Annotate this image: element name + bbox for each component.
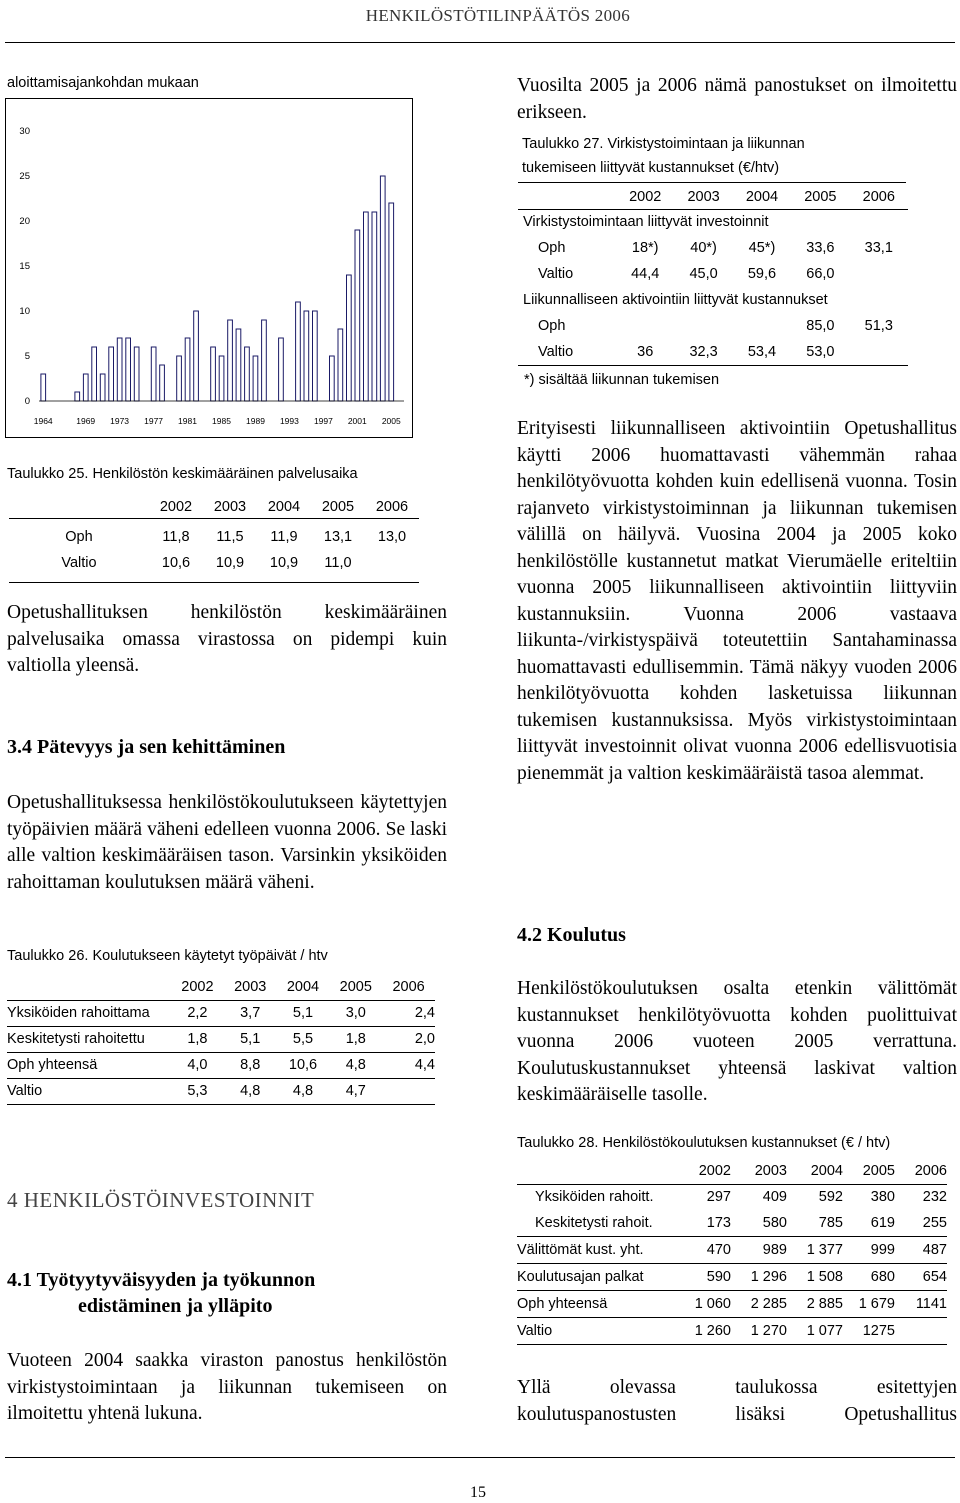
row-label: Oph (65, 529, 93, 545)
year-header: 2006 (862, 188, 895, 205)
row-label: Valtio (7, 1083, 43, 1099)
chart-frame (5, 98, 413, 438)
table-header-row (7, 974, 435, 1000)
cell: 4,7 (345, 1083, 366, 1099)
chart-bar (126, 338, 131, 401)
paragraph: Yllä olevassa taulukossa esitettyjen koulutuspanostusten lisäksi Opetushallitus (517, 1377, 957, 1425)
cell: 785 (818, 1214, 843, 1231)
chart-bar (296, 302, 301, 401)
year-header: 2003 (754, 1163, 787, 1180)
cell: 44,4 (631, 266, 660, 282)
chart-bar (245, 347, 250, 401)
cell: 53,0 (806, 343, 835, 360)
paragraph: Opetushallituksessa henkilöstökoulutukseen käytettyjen työpäivien määrä väheni edelleen vuonna 2006. Se laski alle valtion keskimääräisen tason. Varsinkin yksiköiden rahoittaman koulutuksen määrä väheni. (7, 792, 447, 893)
year-header: 2002 (698, 1163, 731, 1180)
year-header: 2002 (159, 498, 193, 515)
x-tick-label: 2001 (347, 416, 367, 426)
table-row (7, 1026, 435, 1052)
cell: 11,9 (270, 529, 298, 545)
table-caption: Taulukko 28. Henkilöstökoulutuksen kustannukset (€ / htv) (517, 1135, 891, 1151)
row-label: Oph yhteensä (7, 1057, 98, 1073)
table-section-row (518, 287, 908, 313)
cell: 5,3 (187, 1083, 208, 1099)
chart-bar (338, 329, 343, 401)
year-header: 2003 (213, 498, 247, 515)
cell: 8,8 (240, 1057, 261, 1073)
chart-bar (151, 347, 156, 401)
year-header: 2005 (804, 188, 837, 205)
bar-chart (6, 99, 412, 437)
cell: 13,0 (377, 529, 407, 545)
cell: 1,8 (187, 1031, 208, 1047)
cell: 85,0 (806, 318, 835, 334)
row-label: Oph (538, 240, 566, 256)
year-header: 2004 (286, 978, 320, 995)
table-section-label: Liikunnalliseen aktivointiin liittyvät kustannukset (523, 292, 828, 308)
table-26-grid (7, 974, 435, 1105)
cell: 1 679 (858, 1295, 895, 1312)
cell: 51,3 (864, 318, 893, 334)
chart-bar (177, 356, 182, 401)
paragraph: Vuoteen 2004 saakka viraston panostus henkilöstön virkistystoimintaan ja liikunnan tukemiseen on ilmoitettu yhtenä lukuna. (7, 1350, 447, 1424)
x-tick-label: 1969 (76, 416, 96, 426)
table-row (7, 1052, 435, 1078)
cell: 2,0 (414, 1031, 435, 1047)
x-tick-label: 1985 (212, 416, 231, 426)
paragraph: Opetushallituksen henkilöstön keskimääräinen palvelusaika omassa virastossa on pidempi kuin valtiolla yleensä. (7, 602, 447, 676)
chart-bar (253, 356, 258, 401)
table-row (9, 524, 419, 550)
cell: 590 (706, 1268, 731, 1285)
table-row (518, 339, 908, 365)
chart-bar (109, 347, 114, 401)
table-row (7, 1000, 435, 1026)
cell: 999 (870, 1241, 895, 1258)
section-heading: 4.1 Työtyytyväisyyden ja työkunnon (7, 1269, 316, 1291)
cell: 1 060 (694, 1295, 731, 1312)
cell: 11,8 (162, 529, 190, 545)
cell: 5,5 (292, 1031, 314, 1047)
chart-bar (372, 212, 377, 401)
table-caption (522, 132, 918, 180)
cell: 53,4 (747, 343, 777, 360)
cell: 297 (706, 1189, 731, 1206)
table-caption: Taulukko 25. Henkilöstön keskimääräinen palvelusaika (7, 466, 358, 482)
x-tick-label: 2005 (381, 416, 401, 426)
x-tick-label: 1964 (33, 416, 53, 426)
chart-bar (134, 347, 139, 401)
year-header: 2003 (687, 188, 720, 205)
chart-bar (75, 392, 80, 401)
chart-bar (380, 176, 385, 401)
table-row (7, 1078, 435, 1104)
chart-bar (92, 347, 97, 401)
row-label: Koulutusajan palkat (517, 1268, 644, 1285)
cell: 40*) (690, 240, 717, 256)
y-tick-label: 20 (19, 216, 30, 227)
paragraph: Henkilöstökoulutuksen osalta etenkin välittömät kustannukset henkilötyövuotta kohden puolittuivat vuonna 2006 vuoteen 2005 verrattuna. Koulutuskustannukset yhteensä laskivat valtion keskimääräiselle tasolle. (517, 978, 957, 1105)
chart-bar (100, 374, 105, 401)
cell: 1 260 (694, 1322, 731, 1339)
chart-bar (313, 311, 318, 401)
cell: 4,8 (292, 1083, 314, 1099)
cell: 380 (870, 1189, 895, 1206)
cell: 3,7 (240, 1005, 261, 1021)
cell: 255 (922, 1214, 947, 1231)
chart-bar (117, 338, 122, 401)
table-caption-line: Taulukko 27. Virkistystoimintaan ja liikunnan (522, 136, 805, 152)
year-header: 2005 (321, 498, 355, 515)
year-header: 2003 (234, 978, 267, 995)
cell: 470 (706, 1241, 731, 1258)
year-header: 2005 (339, 978, 372, 995)
cell: 680 (870, 1268, 895, 1285)
cell: 33,6 (806, 240, 835, 256)
table-row (518, 235, 908, 261)
x-tick-label: 1997 (313, 416, 333, 426)
row-label: Valtio (538, 266, 574, 282)
cell: 5,1 (292, 1005, 314, 1021)
cell: 592 (818, 1189, 843, 1206)
cell: 2,2 (187, 1005, 208, 1021)
cell: 4,0 (187, 1057, 208, 1073)
table-caption: Taulukko 26. Koulutukseen käytetyt työpäivät / htv (7, 948, 328, 964)
cell: 10,6 (288, 1057, 318, 1073)
chart-bar (262, 320, 267, 401)
footer-rule (5, 1457, 955, 1458)
cell: 619 (870, 1214, 895, 1231)
cell: 66,0 (806, 266, 835, 282)
cell: 10,6 (161, 555, 191, 571)
table-28-grid (517, 1159, 947, 1345)
cell: 1,8 (345, 1031, 366, 1047)
paragraph: Vuosilta 2005 ja 2006 nämä panostukset on ilmoitettu erikseen. (517, 75, 957, 123)
year-header: 2002 (629, 188, 662, 205)
chart-bar (364, 212, 369, 401)
chart-bar (330, 356, 335, 401)
x-tick-label: 1973 (110, 416, 130, 426)
running-header: HENKILÖSTÖTILINPÄÄTÖS 2006 (365, 6, 630, 25)
table-25 (7, 466, 431, 583)
year-header: 2005 (862, 1163, 895, 1180)
cell (733, 313, 791, 339)
year-header: 2006 (392, 978, 425, 995)
section-heading: 4.2 Koulutus (517, 924, 626, 946)
cell: 580 (762, 1214, 787, 1231)
cell: 1 077 (806, 1322, 843, 1339)
y-tick-label: 10 (19, 306, 30, 317)
cell: 11,5 (216, 529, 244, 545)
table-header-row (9, 496, 419, 518)
chart-bar (347, 275, 352, 401)
row-label: Valtio (517, 1322, 553, 1339)
table-section-label: Virkistystoimintaan liittyvät investoinnit (523, 214, 769, 231)
cell (850, 339, 908, 365)
cell (674, 313, 732, 339)
row-label: Yksiköiden rahoittama (7, 1005, 150, 1021)
cell: 5,1 (240, 1031, 261, 1047)
row-label: Oph yhteensä (517, 1295, 608, 1312)
cell: 4,8 (345, 1057, 366, 1073)
cell: 173 (706, 1214, 731, 1231)
cell: 487 (922, 1241, 947, 1258)
row-label: Valtio (61, 555, 97, 571)
header-rule (5, 42, 955, 43)
chart-bar (194, 311, 199, 401)
y-tick-label: 15 (19, 261, 30, 272)
table-row (517, 1317, 947, 1344)
cell (850, 261, 908, 287)
table-row (517, 1290, 947, 1317)
table-row (517, 1263, 947, 1290)
cell: 1 377 (806, 1241, 843, 1258)
cell: 45*) (748, 240, 776, 256)
table-row (517, 1236, 947, 1263)
row-label: Keskitetysti rahoitettu (7, 1031, 145, 1047)
row-label: Valtio (538, 343, 574, 360)
cell: 4,8 (240, 1083, 261, 1099)
table-27 (518, 132, 918, 388)
cell: 59,6 (747, 266, 777, 282)
chart-bar (355, 230, 360, 401)
row-label: Yksiköiden rahoitt. (535, 1189, 654, 1206)
section-heading-line2: edistäminen ja ylläpito (78, 1295, 273, 1317)
section-heading: 3.4 Pätevyys ja sen kehittäminen (7, 736, 286, 758)
year-header: 2004 (745, 188, 779, 205)
cell: 13,1 (323, 529, 353, 545)
year-header: 2006 (914, 1163, 947, 1180)
table-26 (7, 948, 437, 1105)
cell: 409 (762, 1189, 787, 1206)
chart-bar (83, 374, 88, 401)
chart-bar (236, 329, 241, 401)
cell: 45,0 (689, 266, 718, 282)
table-27-grid (518, 185, 908, 366)
table-row (518, 313, 908, 339)
x-tick-label: 1993 (279, 416, 299, 426)
chart-bar (185, 338, 190, 401)
cell: 2 885 (806, 1295, 843, 1312)
chart-bar (228, 320, 233, 401)
cell: 654 (922, 1268, 947, 1285)
chart-bar (279, 338, 284, 401)
cell (895, 1317, 947, 1344)
chart-caption: aloittamisajankohdan mukaan (7, 75, 199, 91)
paragraph: Erityisesti liikunnalliseen aktivointiin Opetushallitus käytti 2006 huomattavasti vähemmän rahaa henkilötyövuotta kohden kuin edellisenä vuonna. Tosin rajanveto virkistystoiminnan ja liikunnan tukemisen välillä on häilyvä. Vuosina 2004 ja 2005 koko henkilöstölle kustannetut matkat Vierumäelle eriteltiin vuonna 2005 liikunnalliseen aktivointiin liittyviin kustannuksiin. Vuonna 2006 vastaava liikunta-/virkistyspäivä toteutettiin Santahaminassa huomattavasti edullisemmin. Tämä näkyy vuoden 2006 henkilötyövuotta kohden lasketuissa liikunnan tukemisen kustannuksissa. Myös virkistystoimintaan liittyvät investoinnit olivat vuonna 2006 edellisvuotisia pienemmät ja valtion keskimääräistä tasoa alemmat. (517, 418, 957, 784)
cell: 11,0 (324, 555, 352, 571)
table-28 (517, 1135, 947, 1345)
year-header: 2004 (810, 1163, 843, 1180)
cell: 2 285 (750, 1295, 787, 1312)
x-tick-label: 1989 (246, 416, 265, 426)
table-caption-line: tukemiseen liittyvät kustannukset (€/htv) (522, 160, 780, 176)
table-header-row (518, 185, 908, 209)
table-25-grid (9, 496, 419, 583)
cell: 989 (762, 1241, 787, 1258)
cell (365, 550, 419, 576)
y-tick-label: 30 (19, 126, 30, 137)
chart-bar (304, 311, 309, 401)
chart-bar (219, 356, 224, 401)
chart-bar (41, 374, 46, 401)
row-label: Välittömät kust. yht. (517, 1241, 644, 1258)
year-header: 2004 (267, 498, 301, 515)
cell: 18*) (631, 240, 659, 256)
x-tick-label: 1981 (178, 416, 197, 426)
y-tick-label: 25 (19, 171, 30, 182)
x-tick-label: 1977 (144, 416, 164, 426)
table-footnote: *) sisältää liikunnan tukemisen (524, 371, 720, 388)
year-header: 2002 (181, 978, 214, 995)
page-number: 15 (470, 1484, 486, 1501)
cell (616, 313, 674, 339)
table-row (517, 1210, 947, 1236)
year-header: 2006 (375, 498, 409, 515)
cell (382, 1078, 435, 1104)
y-tick-label: 5 (24, 351, 30, 362)
cell: 10,9 (269, 555, 299, 571)
cell: 4,4 (414, 1057, 435, 1073)
cell: 10,9 (215, 555, 245, 571)
chapter-heading: 4 HENKILÖSTÖINVESTOINNIT (7, 1188, 315, 1212)
chart-bar (211, 347, 216, 401)
cell: 2,4 (414, 1005, 435, 1021)
cell: 1275 (862, 1322, 895, 1339)
table-section-row (518, 209, 908, 235)
table-header-row (517, 1159, 947, 1184)
cell: 36 (637, 343, 654, 360)
chart-bar (160, 365, 165, 401)
cell: 32,3 (689, 343, 718, 360)
table-row (9, 550, 419, 576)
y-tick-label: 0 (24, 396, 30, 407)
cell: 232 (922, 1189, 947, 1206)
row-label: Keskitetysti rahoit. (535, 1214, 653, 1231)
cell: 1141 (915, 1295, 947, 1312)
cell: 1 508 (806, 1268, 843, 1285)
table-row (518, 261, 908, 287)
row-label: Oph (538, 318, 566, 334)
cell: 3,0 (345, 1005, 366, 1021)
table-row (517, 1184, 947, 1210)
chart-bar (389, 203, 394, 401)
cell: 1 270 (750, 1322, 787, 1339)
cell: 1 296 (750, 1268, 787, 1285)
cell: 33,1 (864, 240, 893, 256)
